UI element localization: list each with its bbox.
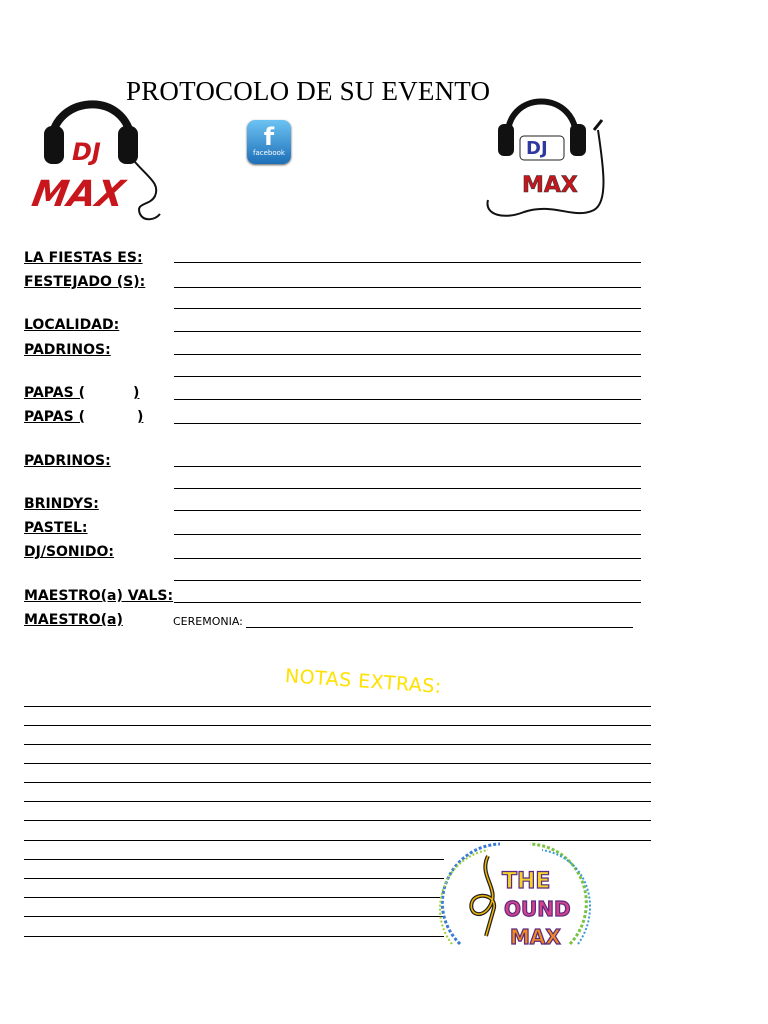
- fill-line-fiestas[interactable]: [174, 262, 641, 263]
- sound-logo-the: THE: [502, 869, 551, 894]
- notes-line-11[interactable]: [24, 897, 444, 898]
- notes-line-5[interactable]: [24, 782, 651, 783]
- notes-line-6[interactable]: [24, 801, 651, 802]
- notes-line-2[interactable]: [24, 725, 651, 726]
- logo-right-max: MAX: [522, 173, 578, 198]
- notes-line-12[interactable]: [24, 916, 444, 917]
- label-maestro: MAESTRO(a): [24, 612, 123, 628]
- dj-max-headphones-logo-right: [484, 80, 612, 222]
- fill-line-brindys[interactable]: [174, 510, 641, 511]
- dj-max-headphones-logo-left: [28, 84, 170, 229]
- fill-line-padrinos-1b[interactable]: [174, 376, 641, 377]
- label-dj-sonido: DJ/SONIDO:: [24, 544, 114, 560]
- notes-heading: NOTAS EXTRAS:: [284, 665, 443, 698]
- label-fiestas: LA FIESTAS ES:: [24, 250, 143, 266]
- fill-line-festejado-2[interactable]: [174, 308, 641, 309]
- fill-line-papas-2[interactable]: [174, 423, 641, 424]
- label-padrinos-1: PADRINOS:: [24, 342, 111, 358]
- sound-logo-ound: OUND: [504, 897, 571, 921]
- facebook-f-glyph: f: [263, 123, 275, 151]
- fill-line-padrinos-2b[interactable]: [174, 488, 641, 489]
- notes-line-7[interactable]: [24, 820, 651, 821]
- logo-left-dj: DJ: [72, 138, 101, 166]
- fill-line-papas-1[interactable]: [174, 399, 641, 400]
- notes-line-9[interactable]: [24, 859, 444, 860]
- fill-line-dj-sonido-1[interactable]: [174, 558, 641, 559]
- label-papas-2: PAPAS ( ): [24, 409, 144, 425]
- notes-line-4[interactable]: [24, 763, 651, 764]
- label-festejado: FESTEJADO (S):: [24, 274, 146, 290]
- notes-line-13[interactable]: [24, 936, 444, 937]
- fill-line-dj-sonido-2[interactable]: [174, 580, 641, 581]
- logo-left-max: MAX: [28, 172, 128, 215]
- label-brindys: BRINDYS:: [24, 496, 99, 512]
- notes-line-3[interactable]: [24, 744, 651, 745]
- notes-line-10[interactable]: [24, 878, 444, 879]
- label-papas-1: PAPAS ( ): [24, 385, 140, 401]
- label-pastel: PASTEL:: [24, 520, 88, 536]
- the-sound-max-logo: [430, 836, 605, 949]
- fill-line-maestro-vals[interactable]: [174, 602, 641, 603]
- page-title: PROTOCOLO DE SU EVENTO: [126, 76, 491, 106]
- fill-line-pastel[interactable]: [174, 534, 641, 535]
- fill-line-localidad[interactable]: [174, 331, 641, 332]
- label-maestro-vals: MAESTRO(a) VALS:: [24, 588, 174, 604]
- facebook-icon[interactable]: [247, 120, 291, 164]
- fill-line-padrinos-1a[interactable]: [174, 354, 641, 355]
- label-localidad: LOCALIDAD:: [24, 317, 120, 333]
- label-padrinos-2: PADRINOS:: [24, 453, 111, 469]
- fill-line-festejado-1[interactable]: [174, 287, 641, 288]
- label-ceremonia: CEREMONIA:: [173, 615, 243, 628]
- sound-logo-max: MAX: [510, 925, 561, 949]
- notes-line-1[interactable]: [24, 706, 651, 707]
- facebook-caption: facebook: [253, 149, 285, 157]
- logo-right-dj: DJ: [526, 138, 548, 159]
- fill-line-ceremonia[interactable]: [246, 627, 633, 628]
- fill-line-padrinos-2a[interactable]: [174, 466, 641, 467]
